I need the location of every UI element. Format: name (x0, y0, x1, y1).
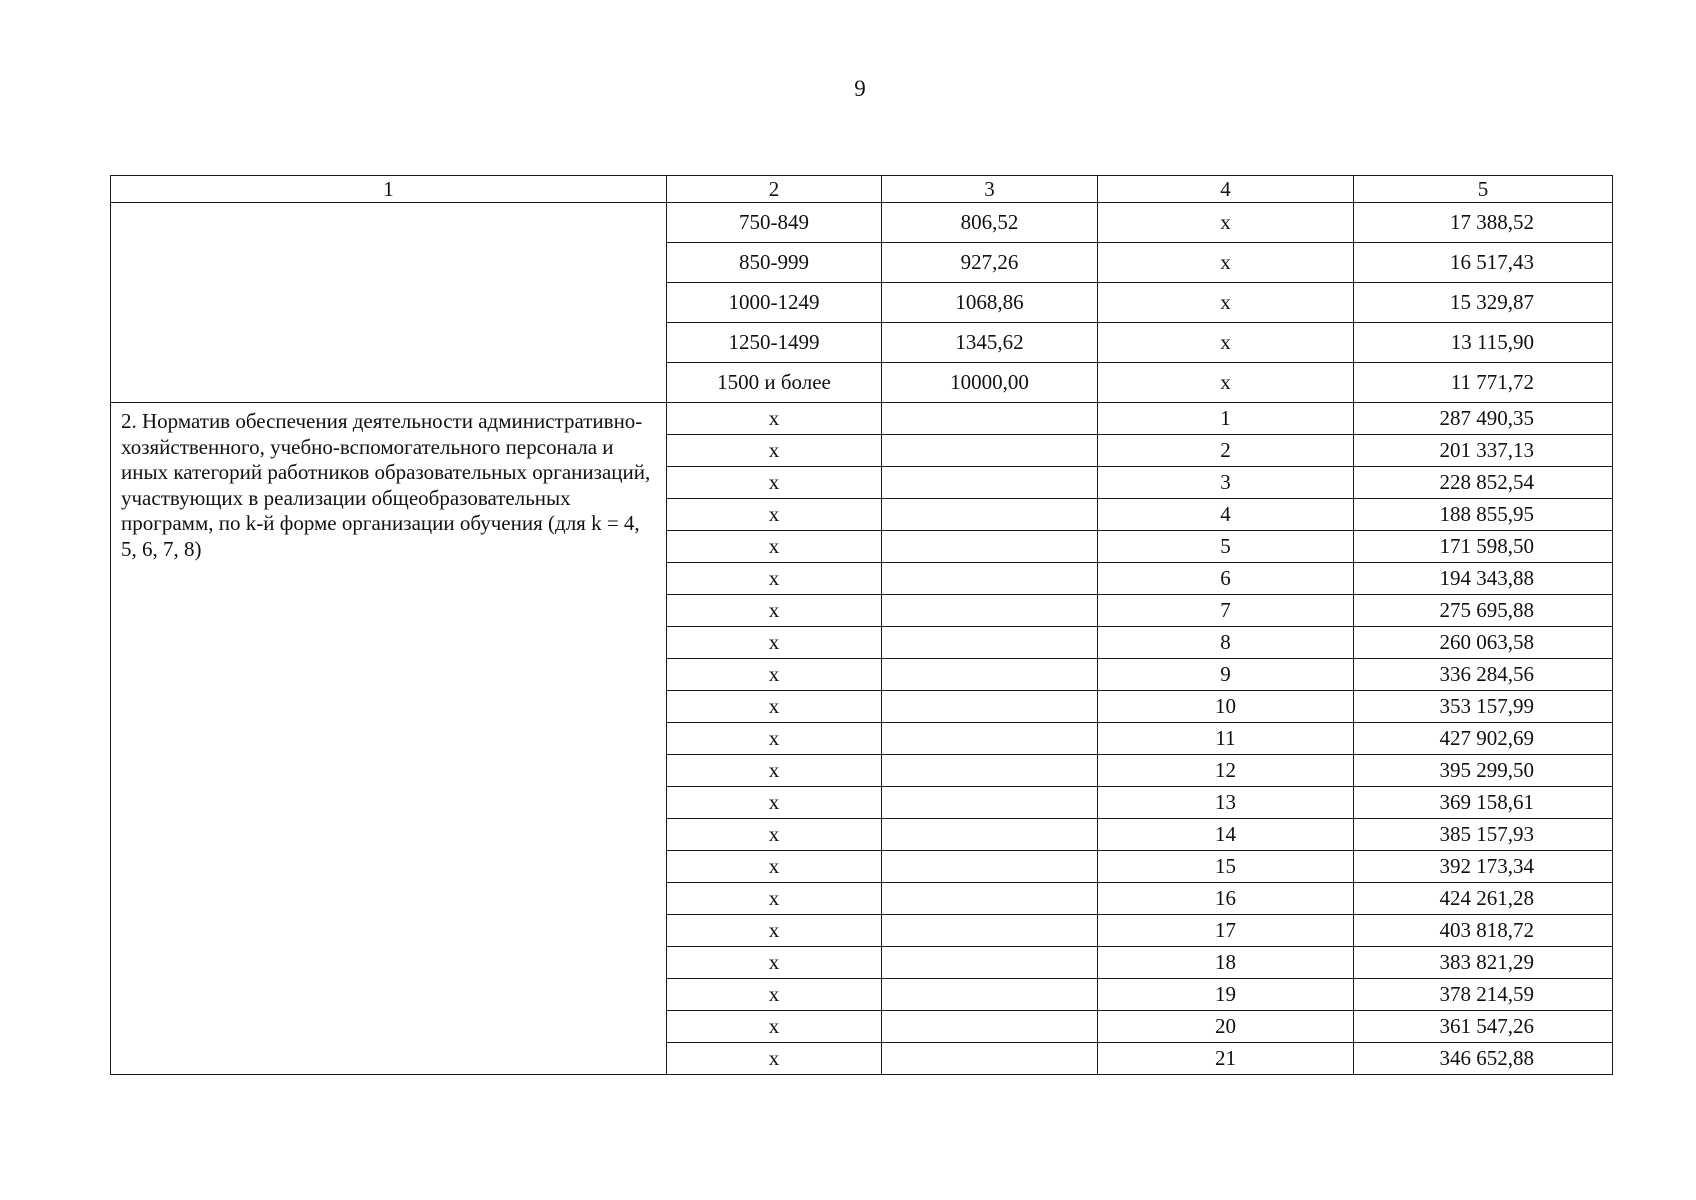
amount-cell: 11 771,72 (1354, 363, 1613, 403)
form-cell: x (1098, 243, 1354, 283)
range-cell: x (667, 723, 882, 755)
amount-cell: 16 517,43 (1354, 243, 1613, 283)
table-header-row (111, 176, 1613, 203)
section-2-label: 2. Норматив обеспечения деятельности административно-хозяйственного, учебно-вспомогательного персонала и иных категорий работников образовательных организаций, участвующих в реализации общеобразовательных программ, по k-й форме организации обучения (для k = 4, 5, 6, 7, 8) (111, 403, 667, 1075)
range-cell: x (667, 1011, 882, 1043)
amount-cell: 353 157,99 (1354, 691, 1613, 723)
range-cell: x (667, 979, 882, 1011)
range-cell: x (667, 563, 882, 595)
form-cell: 21 (1098, 1043, 1354, 1075)
value-cell (882, 595, 1098, 627)
value-cell: 1345,62 (882, 323, 1098, 363)
range-cell: x (667, 627, 882, 659)
value-cell (882, 755, 1098, 787)
range-cell: x (667, 947, 882, 979)
amount-cell: 424 261,28 (1354, 883, 1613, 915)
range-cell: x (667, 691, 882, 723)
value-cell (882, 883, 1098, 915)
empty-label-cell (111, 203, 667, 403)
range-cell: 750-849 (667, 203, 882, 243)
amount-cell: 336 284,56 (1354, 659, 1613, 691)
form-cell: 13 (1098, 787, 1354, 819)
form-cell: 3 (1098, 467, 1354, 499)
form-cell: 18 (1098, 947, 1354, 979)
value-cell (882, 1011, 1098, 1043)
column-header: 1 (111, 176, 667, 203)
amount-cell: 369 158,61 (1354, 787, 1613, 819)
amount-cell: 228 852,54 (1354, 467, 1613, 499)
value-cell (882, 723, 1098, 755)
value-cell: 1068,86 (882, 283, 1098, 323)
amount-cell: 13 115,90 (1354, 323, 1613, 363)
value-cell (882, 915, 1098, 947)
form-cell: 7 (1098, 595, 1354, 627)
value-cell (882, 819, 1098, 851)
column-header: 2 (667, 176, 882, 203)
form-cell: x (1098, 363, 1354, 403)
amount-cell: 378 214,59 (1354, 979, 1613, 1011)
value-cell (882, 499, 1098, 531)
range-cell: x (667, 1043, 882, 1075)
amount-cell: 361 547,26 (1354, 1011, 1613, 1043)
amount-cell: 395 299,50 (1354, 755, 1613, 787)
amount-cell: 15 329,87 (1354, 283, 1613, 323)
value-cell (882, 467, 1098, 499)
amount-cell: 201 337,13 (1354, 435, 1613, 467)
value-cell (882, 1043, 1098, 1075)
form-cell: x (1098, 203, 1354, 243)
value-cell (882, 435, 1098, 467)
range-cell: x (667, 915, 882, 947)
amount-cell: 260 063,58 (1354, 627, 1613, 659)
range-cell: x (667, 435, 882, 467)
amount-cell: 385 157,93 (1354, 819, 1613, 851)
value-cell (882, 563, 1098, 595)
range-cell: x (667, 787, 882, 819)
form-cell: 6 (1098, 563, 1354, 595)
amount-cell: 275 695,88 (1354, 595, 1613, 627)
amount-cell: 346 652,88 (1354, 1043, 1613, 1075)
value-cell (882, 851, 1098, 883)
value-cell: 10000,00 (882, 363, 1098, 403)
page-number: 9 (854, 76, 866, 101)
amount-cell: 287 490,35 (1354, 403, 1613, 435)
form-cell: 20 (1098, 1011, 1354, 1043)
normative-table (110, 175, 1613, 1075)
form-cell: 11 (1098, 723, 1354, 755)
amount-cell: 188 855,95 (1354, 499, 1613, 531)
value-cell: 927,26 (882, 243, 1098, 283)
column-header: 3 (882, 176, 1098, 203)
column-header: 5 (1354, 176, 1613, 203)
form-cell: 14 (1098, 819, 1354, 851)
value-cell (882, 531, 1098, 563)
value-cell (882, 627, 1098, 659)
value-cell (882, 659, 1098, 691)
value-cell (882, 787, 1098, 819)
form-cell: 17 (1098, 915, 1354, 947)
form-cell: 2 (1098, 435, 1354, 467)
range-cell: x (667, 403, 882, 435)
form-cell: 12 (1098, 755, 1354, 787)
value-cell (882, 403, 1098, 435)
form-cell: 9 (1098, 659, 1354, 691)
form-cell: 4 (1098, 499, 1354, 531)
amount-cell: 194 343,88 (1354, 563, 1613, 595)
range-cell: 850-999 (667, 243, 882, 283)
range-cell: x (667, 595, 882, 627)
table-row (111, 403, 1613, 435)
value-cell (882, 979, 1098, 1011)
range-cell: x (667, 467, 882, 499)
range-cell: x (667, 499, 882, 531)
form-cell: 16 (1098, 883, 1354, 915)
form-cell: x (1098, 283, 1354, 323)
value-cell (882, 691, 1098, 723)
amount-cell: 383 821,29 (1354, 947, 1613, 979)
form-cell: 8 (1098, 627, 1354, 659)
value-cell: 806,52 (882, 203, 1098, 243)
form-cell: 5 (1098, 531, 1354, 563)
form-cell: 19 (1098, 979, 1354, 1011)
amount-cell: 392 173,34 (1354, 851, 1613, 883)
range-cell: x (667, 659, 882, 691)
form-cell: 1 (1098, 403, 1354, 435)
form-cell: x (1098, 323, 1354, 363)
form-cell: 15 (1098, 851, 1354, 883)
range-cell: x (667, 883, 882, 915)
form-cell: 10 (1098, 691, 1354, 723)
range-cell: x (667, 851, 882, 883)
table-row (111, 203, 1613, 243)
amount-cell: 171 598,50 (1354, 531, 1613, 563)
range-cell: x (667, 531, 882, 563)
range-cell: x (667, 819, 882, 851)
column-header: 4 (1098, 176, 1354, 203)
amount-cell: 403 818,72 (1354, 915, 1613, 947)
amount-cell: 427 902,69 (1354, 723, 1613, 755)
range-cell: 1000-1249 (667, 283, 882, 323)
range-cell: 1250-1499 (667, 323, 882, 363)
range-cell: x (667, 755, 882, 787)
range-cell: 1500 и более (667, 363, 882, 403)
value-cell (882, 947, 1098, 979)
amount-cell: 17 388,52 (1354, 203, 1613, 243)
